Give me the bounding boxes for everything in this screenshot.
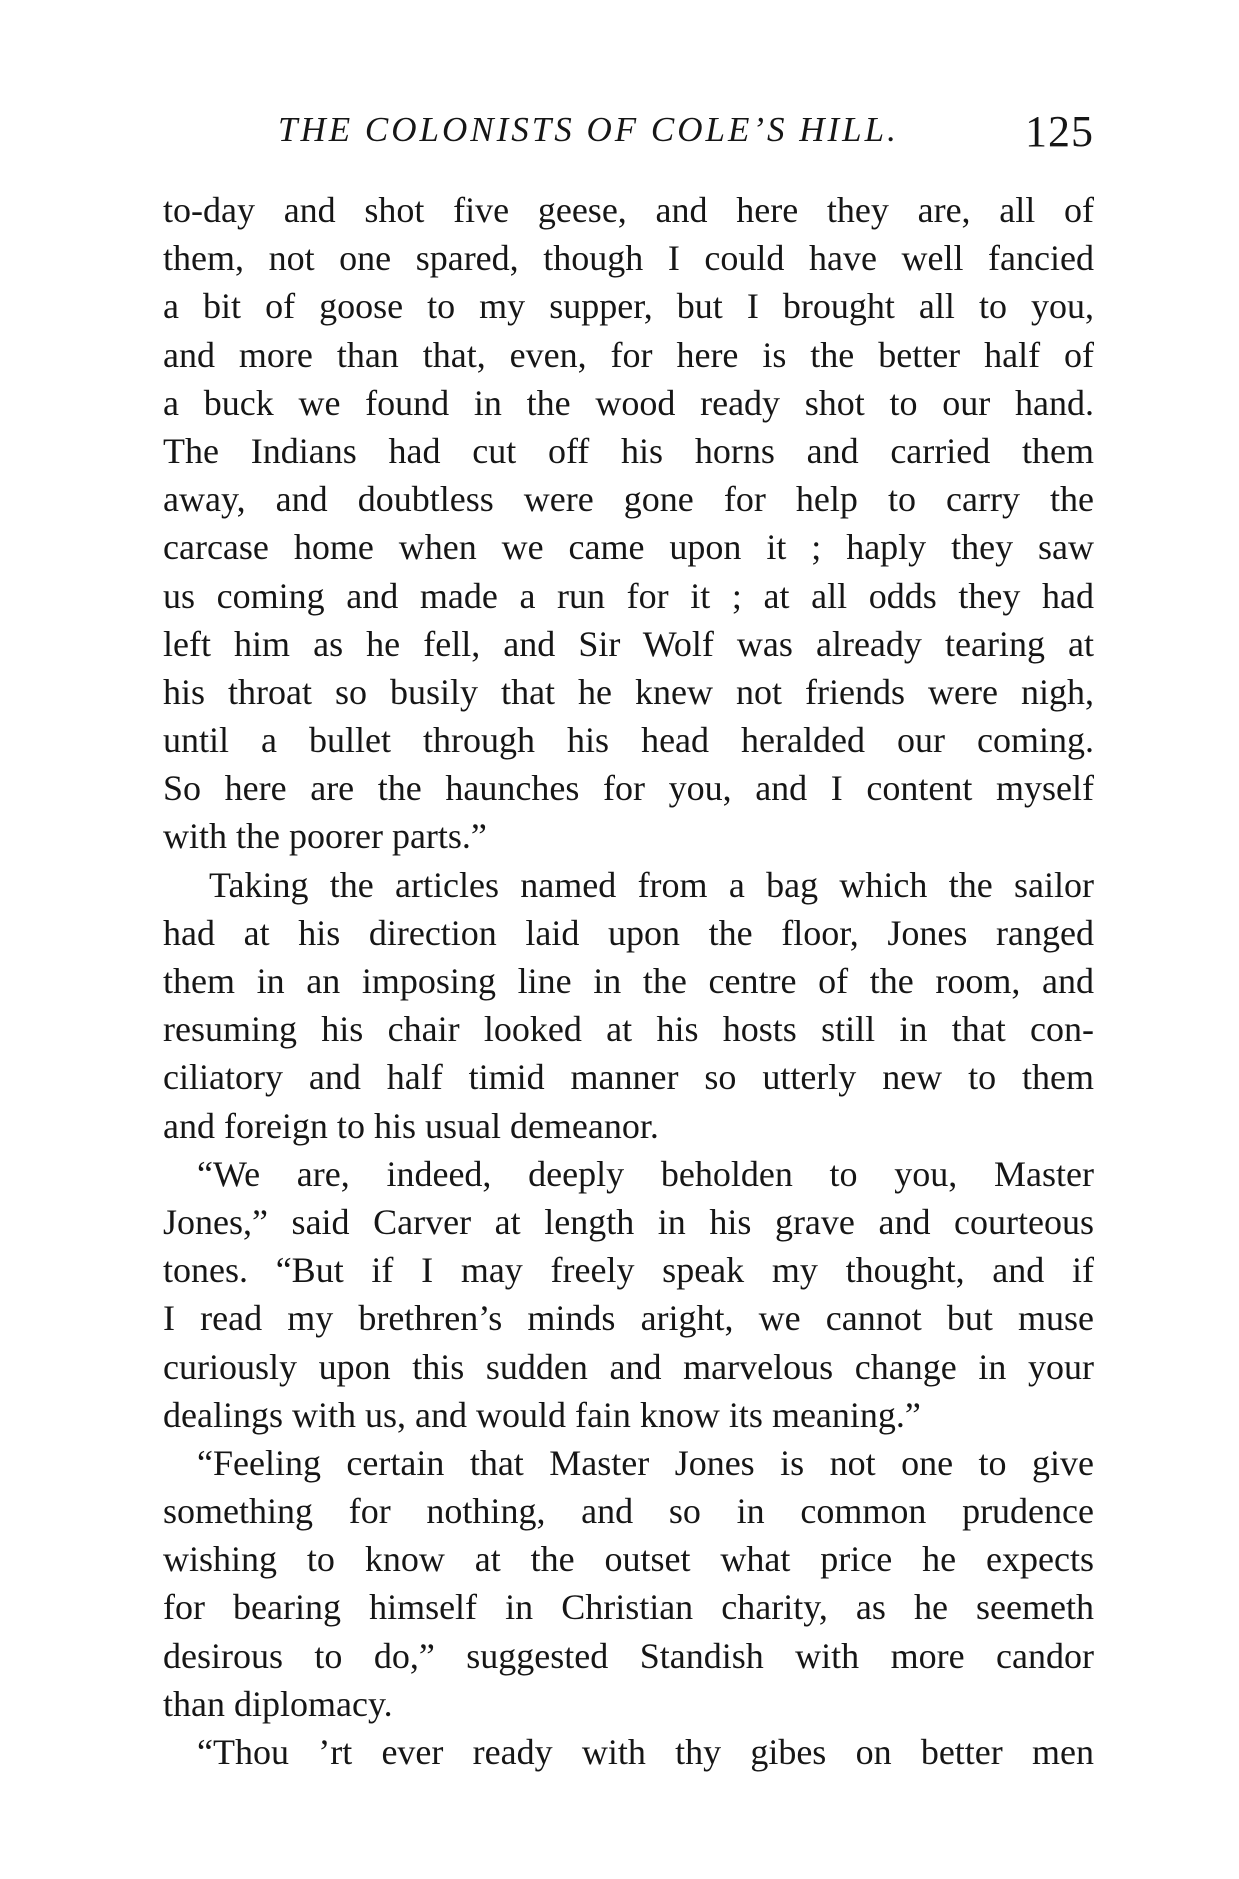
text-line: them, not one spared, though I could have well fancied bbox=[163, 238, 1094, 279]
text-line: dealings with us, and would fain know its meaning.” bbox=[163, 1394, 921, 1435]
text-line: his throat so busily that he knew not friends were nigh, bbox=[163, 671, 1094, 712]
text-line: and foreign to his usual demeanor. bbox=[163, 1105, 659, 1146]
page-number: 125 bbox=[1025, 107, 1094, 156]
text-line: something for nothing, and so in common prudence bbox=[163, 1491, 1094, 1532]
text-line: them in an imposing line in the centre of the room, and bbox=[163, 961, 1094, 1001]
text-line: curiously upon this sudden and marvelous change in your bbox=[163, 1346, 1094, 1387]
text-line: wishing to know at the outset what price he expects bbox=[163, 1539, 1094, 1580]
text-line: left him as he fell, and Sir Wolf was already tearing at bbox=[163, 623, 1094, 664]
text-line: Taking the articles named from a bag which the sailor bbox=[209, 864, 1094, 905]
text-line: until a bullet through his head heralded our coming. bbox=[163, 720, 1094, 761]
paragraph-4 bbox=[163, 1439, 1094, 1728]
text-line: had at his direction laid upon the floor, Jones ranged bbox=[163, 912, 1094, 953]
text-line: The Indians had cut off his horns and carried them bbox=[163, 430, 1094, 471]
text-line: carcase home when we came upon it ; haply they saw bbox=[163, 527, 1094, 568]
text-line: a bit of goose to my supper, but I brought all to you, bbox=[163, 286, 1094, 327]
body-text bbox=[163, 186, 1094, 1776]
text-line: “Thou ’rt ever ready with thy gibes on better men bbox=[197, 1732, 1094, 1772]
paragraph-1 bbox=[163, 186, 1094, 861]
text-line: with the poorer parts.” bbox=[163, 816, 487, 857]
text-line: So here are the haunches for you, and I content myself bbox=[163, 768, 1094, 809]
text-line: tones. “But if I may freely speak my thought, and if bbox=[163, 1250, 1094, 1291]
text-line: us coming and made a run for it ; at all odds they had bbox=[163, 575, 1094, 616]
text-line: Jones,” said Carver at length in his grave and courteous bbox=[163, 1201, 1094, 1242]
text-line: for bearing himself in Christian charity, as he seemeth bbox=[163, 1587, 1094, 1628]
running-head bbox=[278, 106, 1094, 162]
text-line: “We are, indeed, deeply beholden to you, Master bbox=[197, 1153, 1094, 1194]
text-line: resuming his chair looked at his hosts still in that con- bbox=[163, 1009, 1094, 1050]
text-line: and more than that, even, for here is the better half of bbox=[163, 334, 1094, 375]
paragraph-3 bbox=[163, 1150, 1094, 1439]
text-line: away, and doubtless were gone for help to carry the bbox=[163, 479, 1094, 520]
text-line: ciliatory and half timid manner so utterly new to them bbox=[163, 1057, 1094, 1098]
text-line: to-day and shot five geese, and here they are, all of bbox=[163, 190, 1094, 230]
paragraph-5 bbox=[163, 1728, 1094, 1776]
text-line: “Feeling certain that Master Jones is not one to give bbox=[197, 1442, 1094, 1483]
text-line: a buck we found in the wood ready shot to our hand. bbox=[163, 382, 1094, 423]
text-line: than diplomacy. bbox=[163, 1683, 393, 1724]
running-title: THE COLONISTS OF COLE’S HILL. bbox=[278, 110, 899, 149]
paragraph-2 bbox=[163, 861, 1094, 1150]
text-line: I read my brethren’s minds aright, we cannot but muse bbox=[163, 1298, 1094, 1339]
text-line: desirous to do,” suggested Standish with more candor bbox=[163, 1635, 1094, 1676]
